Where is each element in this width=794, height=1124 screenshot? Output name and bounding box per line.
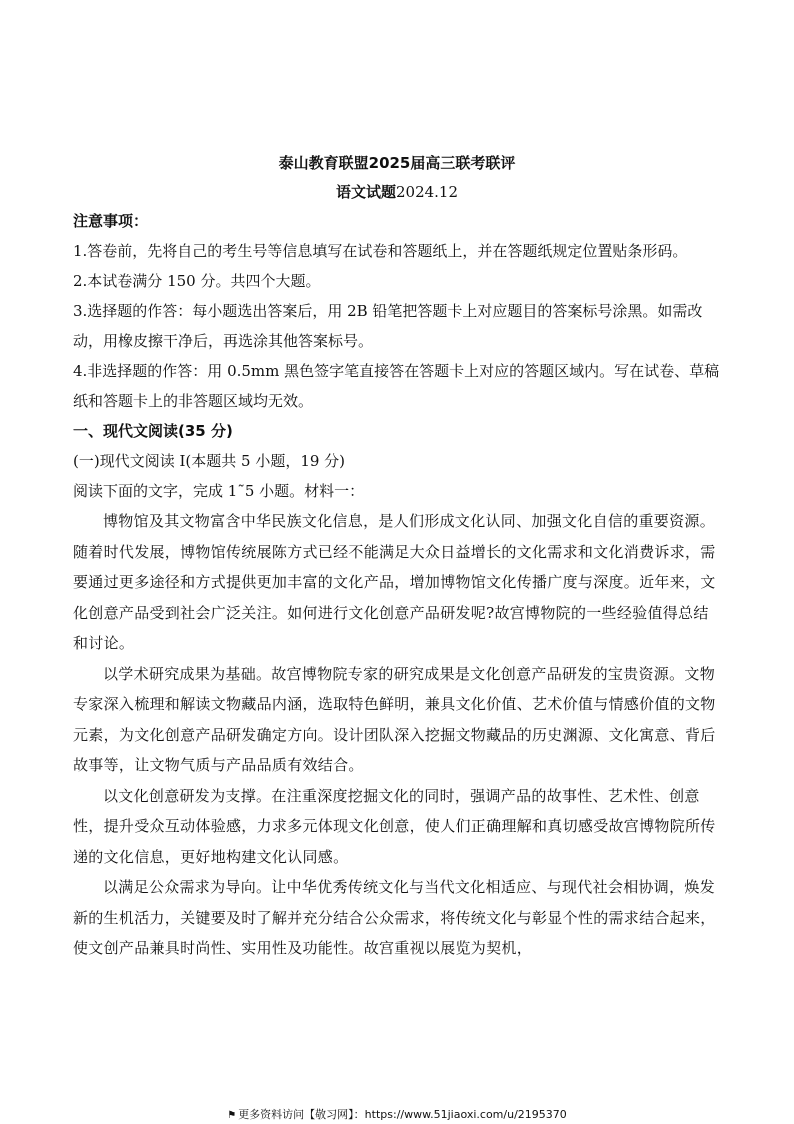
section-heading: 一、现代文阅读(35 分) — [73, 422, 233, 440]
passage-paragraph-1: 博物馆及其文物富含中华民族文化信息，是人们形成文化认同、加强文化自信的重要资源。随着时代发展，博物馆传统展陈方式已经不能满足大众日益增长的文化需求和文化消费诉求，需要通过更多途径和方式提供更加丰富的文化产品，增加博物馆文化传播广度与深度。近年来，文化创意产品受到社会广泛关注。如何进行文化创意产品研发呢?故宫博物院的一些经验值得总结和讨论。 — [73, 512, 716, 652]
passage-paragraph-3: 以文化创意研发为支撑。在注重深度挖掘文化的同时，强调产品的故事性、艺术性、创意性，提升受众互动体验感，力求多元体现文化创意，使人们正确理解和真切感受故宫博物院所传递的文化信息，更好地构建文化认同感。 — [73, 786, 716, 866]
notice-item-3: 3.选择题的作答：每小题选出答案后，用 2B 铅笔把答题卡上对应题目的答案标号涂黑。如需改动，用橡皮擦干净后，再选涂其他答案标号。 — [73, 302, 703, 350]
passage-paragraph-2: 以学术研究成果为基础。故宫博物院专家的研究成果是文化创意产品研发的宝贵资源。文物专家深入梳理和解读文物藏品内涵，选取特色鲜明，兼具文化价值、艺术价值与情感价值的文物元素，为文化创意产品研发确定方向。设计团队深入挖掘文物藏品的历史渊源、文化寓意、背后故事等，让文物气质与产品品质有效结合。 — [73, 664, 716, 774]
subsection-heading: (一)现代文阅读 I(本题共 5 小题，19 分) — [73, 452, 346, 470]
passage-paragraph-4: 以满足公众需求为导向。让中华优秀传统文化与当代文化相适应、与现代社会相协调，焕发新的生机活力，关键要及时了解并充分结合公众需求，将传统文化与彰显个性的需求结合起来，使文创产品兼具时尚性、实用性及功能性。故宫重视以展览为契机， — [73, 878, 716, 957]
exam-page — [73, 148, 721, 964]
notice-item-1: 1.答卷前，先将自己的考生号等信息填写在试卷和答题纸上，并在答题纸规定位置贴条形码。 — [73, 242, 688, 260]
reading-instruction: 阅读下面的文字，完成 1˜5 小题。材料一： — [73, 482, 365, 500]
notice-item-2: 2.本试卷满分 150 分。共四个大题。 — [73, 272, 321, 290]
notice-heading: 注意事项： — [73, 212, 149, 230]
exam-subtitle — [73, 178, 721, 206]
footer-link[interactable]: 更多资料访问【敬习网】：https://www.51jiaoxi.com/u/2195370 — [238, 1108, 567, 1121]
exam-title: 泰山教育联盟2025届高三联考联评 — [278, 154, 516, 172]
page-footer — [0, 1106, 794, 1122]
subject-label: 语文试题 — [335, 183, 396, 201]
flag-icon: ⚑ — [227, 1110, 237, 1121]
exam-date: 2024.12 — [395, 183, 459, 201]
notice-item-4: 4.非选择题的作答：用 0.5mm 黑色签字笔直接答在答题卡上对应的答题区域内。写在试卷、草稿纸和答题卡上的非答题区域均无效。 — [73, 362, 720, 410]
